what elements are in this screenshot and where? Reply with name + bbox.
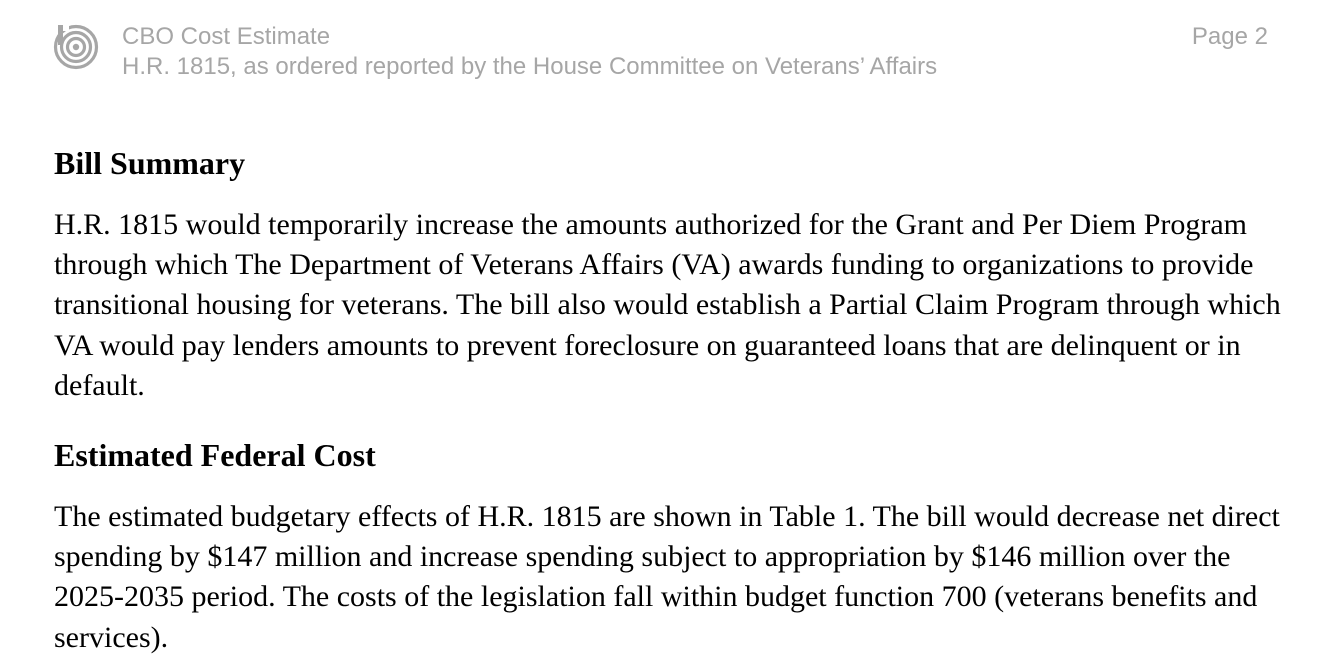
header-text-block [122,22,937,82]
section-heading-bill-summary: Bill Summary [54,145,246,181]
document-body [54,138,1284,658]
document-title: CBO Cost Estimate [122,23,331,50]
cbo-logo-icon [52,23,100,71]
page-number: Page 2 [1191,23,1268,50]
bill-summary-paragraph: H.R. 1815 would temporarily increase the amounts authorized for the Grant and Per Diem Program through which The Department of Veterans Affairs (VA) awards funding to organizations to provide transitional housing for veterans. The bill also would establish a Partial Claim Program through which VA would pay lenders amounts to prevent foreclosure on guaranteed loans that are delinquent or in default. [54,208,1281,402]
page-header [0,0,1318,100]
document-subtitle: H.R. 1815, as ordered reported by the House Committee on Veterans’ Affairs [122,53,938,80]
section-heading-estimated-federal-cost: Estimated Federal Cost [54,437,376,474]
estimated-federal-cost-paragraph: The estimated budgetary effects of H.R. 1815 are shown in Table 1. The bill would decrease net direct spending by $147 million and increase spending subject to appropriation by $146 million over the 2025-2035 period. The costs of the legislation fall within budget function 700 (veterans benefits and services). [54,500,1280,654]
